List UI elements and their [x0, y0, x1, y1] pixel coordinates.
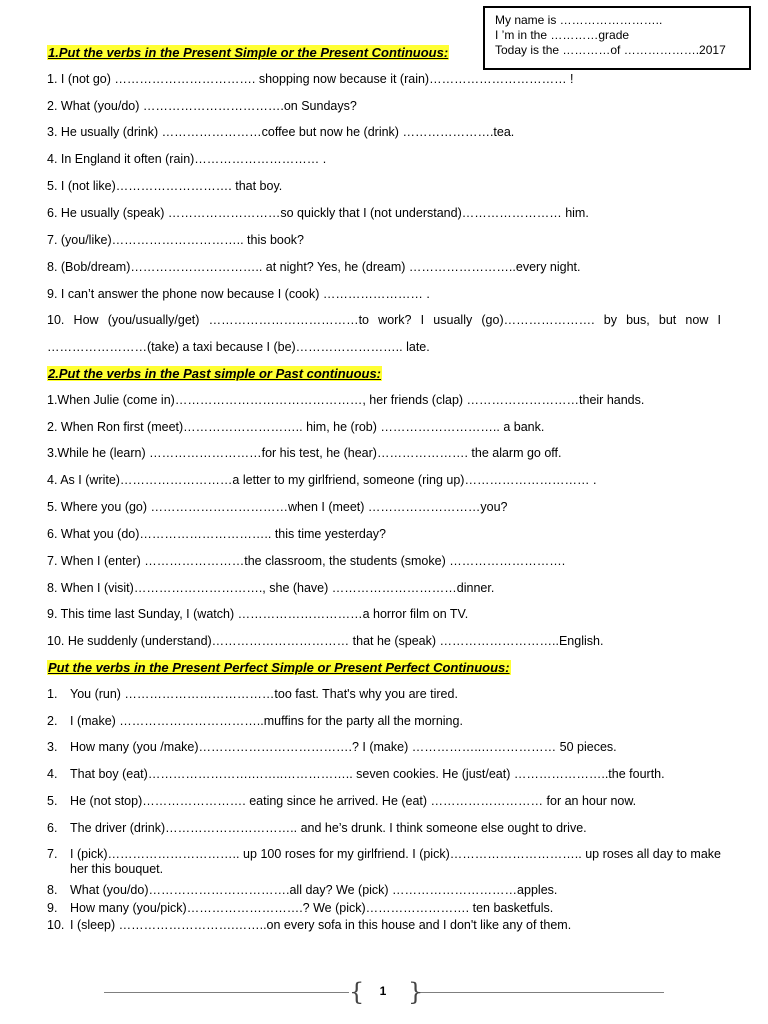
- item-number: 9.: [47, 901, 58, 915]
- exercise-item: [47, 918, 721, 933]
- item-text: He (not stop)……………………. eating since he arrived. He (eat) ……………………… for an hour now.: [70, 794, 637, 808]
- exercise-line: 5. I (not like)………………………. that boy.: [47, 179, 283, 193]
- exercise-item: [47, 883, 721, 898]
- student-info-box: [483, 6, 751, 70]
- exercise-item: [47, 901, 721, 916]
- item-text: You (run) ………………………………too fast. That's why you are tired.: [70, 687, 458, 701]
- footer-brace-right: }: [408, 978, 424, 1006]
- item-text: The driver (drink)………………………….. and he’s drunk. I think someone else ought to drive.: [70, 821, 587, 835]
- page-number: 1: [379, 984, 387, 998]
- exercise-item: [47, 714, 721, 729]
- footer-brace-left: {: [349, 978, 365, 1006]
- exercise-line: 2. When Ron first (meet)……………………….. him, he (rob) ……………………….. a bank.: [47, 420, 545, 434]
- exercise-line: 1. I (not go) ……………………………. shopping now because it (rain)…………………………… !: [47, 72, 574, 86]
- exercise-line: 3. He usually (drink) ……………………coffee but now he (drink) ………………….tea.: [47, 125, 515, 139]
- footer-rule-right: [420, 992, 664, 993]
- item-number: 7.: [47, 847, 58, 861]
- item-text: What (you/do)…………………………….all day? We (pick) …………………………apples.: [70, 883, 558, 897]
- item-number: 3.: [47, 740, 58, 754]
- exercise-line: 9. I can’t answer the phone now because I (cook) …………………… .: [47, 287, 430, 301]
- item-number: 8.: [47, 883, 58, 897]
- item-text: How many (you/pick)……………………….? We (pick)……………………. ten basketfuls.: [70, 901, 554, 915]
- exercise-item: [47, 687, 721, 702]
- exercise-line: ……………………(take) a taxi because I (be)…………………….. late.: [47, 340, 430, 354]
- exercise-line: 7. When I (enter) ……………………the classroom, the students (smoke) ……………………….: [47, 554, 566, 568]
- item-number: 6.: [47, 821, 58, 835]
- exercise-line: 6. What you (do)………………………….. this time yesterday?: [47, 527, 386, 541]
- item-number: 10.: [47, 918, 65, 932]
- exercise-line: 10. How (you/usually/get) ………………………………to work? I usually (go)…………………. by bus, but now I: [47, 313, 721, 327]
- exercise-line: 4. As I (write)………………………a letter to my girlfriend, someone (ring up)………………………… .: [47, 473, 597, 487]
- exercise-item: [47, 847, 721, 877]
- exercise-line: 4. In England it often (rain)………………………… .: [47, 152, 327, 166]
- exercise-line: 8. When I (visit)…………………………., she (have) …………………………dinner.: [47, 581, 495, 595]
- item-text: That boy (eat)…………………….……..…………….. seven cookies. He (just/eat) …………………..the fourth.: [70, 767, 665, 781]
- date-line: Today is the …………of ……………….2017: [495, 43, 726, 57]
- section1-title: 1.Put the verbs in the Present Simple or the Present Continuous:: [48, 45, 449, 60]
- exercise-line: 6. He usually (speak) ………………………so quickly that I (not understand)…………………… him.: [47, 206, 589, 220]
- exercise-line: 7. (you/like)………………………….. this book?: [47, 233, 305, 247]
- item-text: I (make) ……………………………..muffins for the party all the morning.: [70, 714, 463, 728]
- item-number: 2.: [47, 714, 58, 728]
- footer-rule-left: [104, 992, 349, 993]
- exercise-line: 3.While he (learn) ………………………for his test, he (hear)…………………. the alarm go off.: [47, 446, 562, 460]
- exercise-line: 5. Where you (go) ……………………………when I (meet) ………………………you?: [47, 500, 508, 514]
- grade-line: I ’m in the …………grade: [495, 28, 630, 42]
- item-number: 4.: [47, 767, 58, 781]
- exercise-line: 8. (Bob/dream)………………………….. at night? Yes, he (dream) ……………………..every night.: [47, 260, 581, 274]
- exercise-item: [47, 821, 721, 836]
- item-text: I (sleep) ……………………….……..on every sofa in this house and I don't like any of them.: [70, 918, 572, 932]
- item-text: How many (you /make)……………………………….? I (make) ……………..……………… 50 pieces.: [70, 740, 617, 754]
- exercise-item: [47, 794, 721, 809]
- item-number: 5.: [47, 794, 58, 808]
- section2-title: 2.Put the verbs in the Past simple or Past continuous:: [48, 366, 382, 381]
- item-text: I (pick)………………………….. up 100 roses for my girlfriend. I (pick)………………………….. up roses all day to make her this bouquet.: [70, 847, 721, 876]
- exercise-line: 10. He suddenly (understand)…………………………… that he (speak) ………………………..English.: [47, 634, 604, 648]
- exercise-line: 1.When Julie (come in)………………………………………, her friends (clap) ………………………their hands.: [47, 393, 645, 407]
- exercise-item: [47, 767, 721, 782]
- exercise-item: [47, 740, 721, 755]
- exercise-line: 2. What (you/do) …………………………….on Sundays?: [47, 99, 357, 113]
- item-number: 1.: [47, 687, 58, 701]
- exercise-line: 9. This time last Sunday, I (watch) …………………………a horror film on TV.: [47, 607, 469, 621]
- section3-title: Put the verbs in the Present Perfect Simple or Present Perfect Continuous:: [48, 660, 510, 675]
- name-line: My name is ……………………..: [495, 13, 663, 27]
